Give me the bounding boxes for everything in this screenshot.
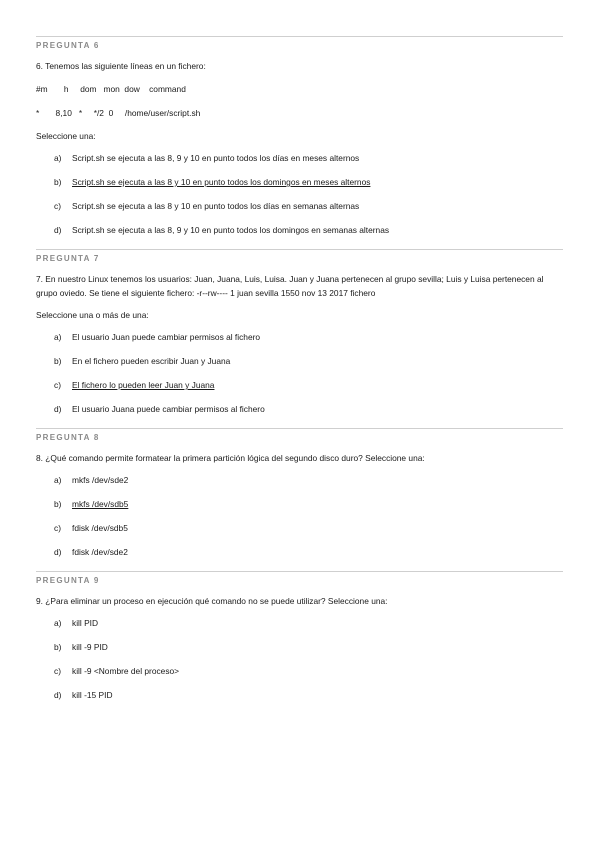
option-letter: d)	[54, 404, 62, 414]
answer-option-b[interactable]	[36, 642, 563, 666]
option-text: En el fichero pueden escribir Juan y Juana	[72, 356, 231, 366]
option-letter: b)	[54, 177, 62, 187]
option-letter: d)	[54, 690, 62, 700]
answer-instruction: Seleccione una o más de una:	[36, 310, 149, 320]
question-6	[36, 36, 563, 249]
question-7	[36, 249, 563, 428]
option-letter: d)	[54, 225, 62, 235]
section-divider	[36, 249, 563, 250]
question-label: PREGUNTA 8	[36, 433, 100, 442]
answer-option-b[interactable]	[36, 356, 563, 380]
option-text: El fichero lo pueden leer Juan y Juana	[72, 380, 215, 390]
option-text: mkfs /dev/sde2	[72, 475, 129, 485]
option-text: Script.sh se ejecuta a las 8 y 10 en punto todos los días en semanas alternas	[72, 201, 360, 211]
answer-option-d[interactable]	[36, 690, 563, 714]
option-letter: a)	[54, 618, 62, 628]
question-label: PREGUNTA 9	[36, 576, 100, 585]
option-text: kill -9 PID	[72, 642, 108, 652]
exam-page	[36, 36, 563, 714]
answer-option-c[interactable]	[36, 201, 563, 225]
question-text: 9. ¿Para eliminar un proceso en ejecución qué comando no se puede utilizar? Seleccione una:	[36, 596, 388, 606]
answer-option-a[interactable]	[36, 618, 563, 642]
option-letter: b)	[54, 499, 62, 509]
option-letter: c)	[54, 523, 61, 533]
answer-options	[36, 618, 563, 714]
option-text: Script.sh se ejecuta a las 8 y 10 en punto todos los domingos en meses alternos	[72, 177, 371, 187]
option-letter: c)	[54, 380, 61, 390]
answer-option-b[interactable]	[36, 177, 563, 201]
option-text: kill -15 PID	[72, 690, 113, 700]
option-letter: c)	[54, 201, 61, 211]
answer-option-d[interactable]	[36, 547, 563, 571]
answer-option-d[interactable]	[36, 404, 563, 428]
option-letter: b)	[54, 356, 62, 366]
section-divider	[36, 36, 563, 37]
question-text: 6. Tenemos las siguiente líneas en un fichero:	[36, 61, 206, 71]
crontab-entry-line: * 8,10 * */2 0 /home/user/script.sh	[36, 108, 201, 118]
answer-instruction: Seleccione una:	[36, 131, 96, 141]
question-label: PREGUNTA 6	[36, 41, 100, 50]
answer-option-c[interactable]	[36, 380, 563, 404]
answer-options	[36, 332, 563, 428]
answer-option-a[interactable]	[36, 475, 563, 499]
option-letter: a)	[54, 153, 62, 163]
answer-option-a[interactable]	[36, 153, 563, 177]
question-8	[36, 428, 563, 571]
crontab-header-line: #m h dom mon dow command	[36, 84, 186, 94]
option-text: Script.sh se ejecuta a las 8, 9 y 10 en punto todos los días en meses alternos	[72, 153, 360, 163]
section-divider	[36, 571, 563, 572]
option-text: El usuario Juan puede cambiar permisos al fichero	[72, 332, 261, 342]
option-text: kill PID	[72, 618, 99, 628]
option-text: fdisk /dev/sde2	[72, 547, 128, 557]
question-9	[36, 571, 563, 714]
option-letter: c)	[54, 666, 61, 676]
question-text: 8. ¿Qué comando permite formatear la primera partición lógica del segundo disco duro? Seleccione una:	[36, 453, 425, 463]
option-letter: b)	[54, 642, 62, 652]
answer-option-d[interactable]	[36, 225, 563, 249]
option-letter: a)	[54, 332, 62, 342]
option-text: fdisk /dev/sdb5	[72, 523, 128, 533]
option-text: kill -9 <Nombre del proceso>	[72, 666, 180, 676]
answer-options	[36, 475, 563, 571]
option-text: Script.sh se ejecuta a las 8, 9 y 10 en punto todos los domingos en semanas alternas	[72, 225, 390, 235]
answer-options	[36, 153, 563, 249]
answer-option-b[interactable]	[36, 499, 563, 523]
option-text: El usuario Juana puede cambiar permisos al fichero	[72, 404, 265, 414]
answer-option-c[interactable]	[36, 523, 563, 547]
option-letter: a)	[54, 475, 62, 485]
answer-option-c[interactable]	[36, 666, 563, 690]
question-text: 7. En nuestro Linux tenemos los usuarios: Juan, Juana, Luis, Luisa. Juan y Juana pertenecen al grupo sevilla; Luis y Luisa pertenecen al grupo oviedo. Se tiene el siguiente fichero: -r--rw---- 1 juan sevilla 1550 nov 13 2017 fichero	[36, 274, 544, 298]
question-label: PREGUNTA 7	[36, 254, 100, 263]
section-divider	[36, 428, 563, 429]
option-letter: d)	[54, 547, 62, 557]
option-text: mkfs /dev/sdb5	[72, 499, 129, 509]
answer-option-a[interactable]	[36, 332, 563, 356]
